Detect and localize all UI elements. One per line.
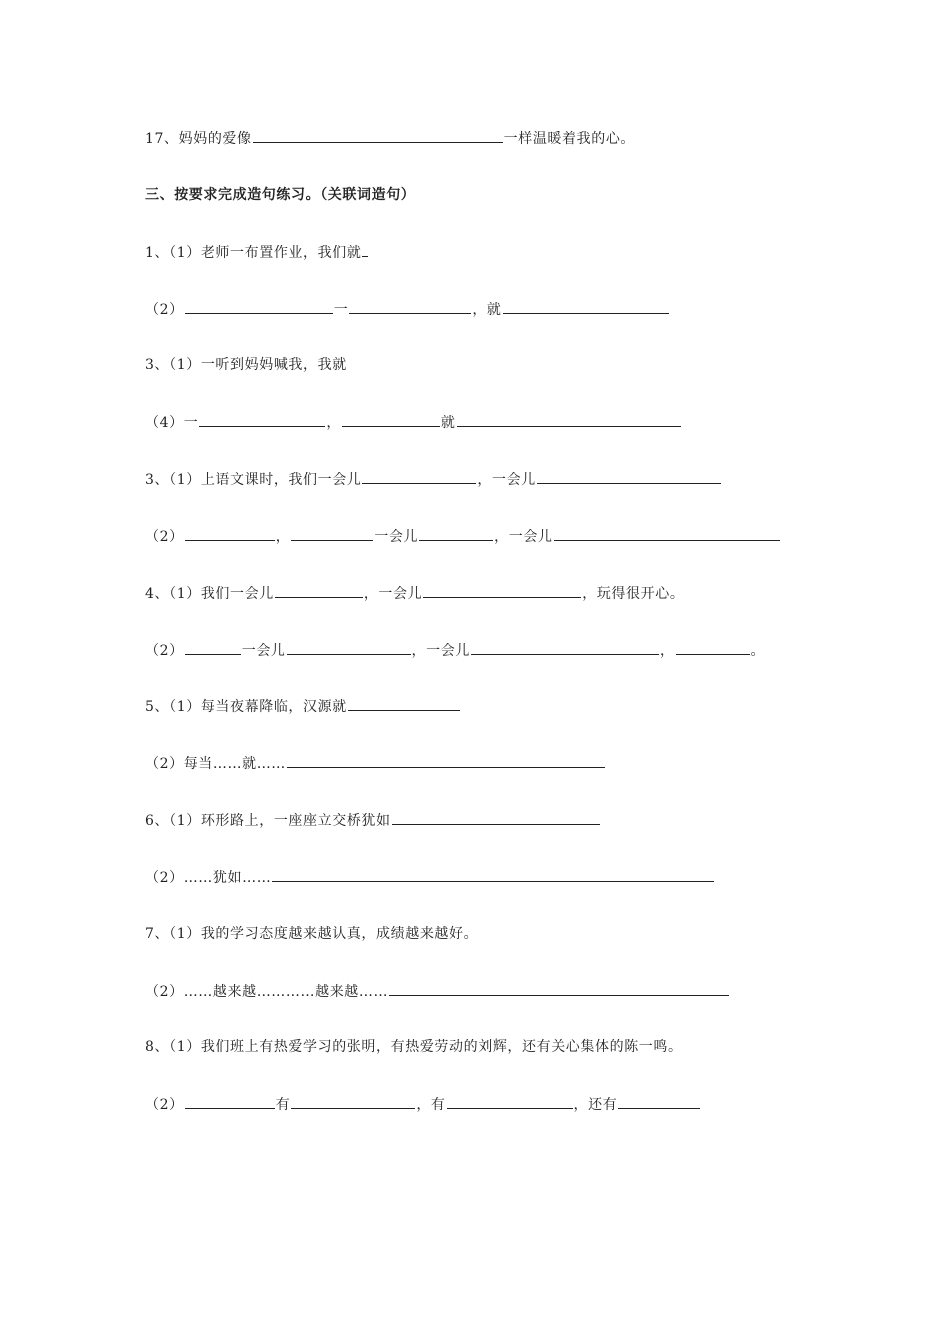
answer-blank[interactable] bbox=[362, 242, 368, 257]
item-1-exercise bbox=[145, 299, 670, 320]
connector-text: ， bbox=[659, 643, 675, 659]
connector-text: ，玩得很开心。 bbox=[582, 586, 685, 602]
connector-text: 一会儿 bbox=[241, 643, 286, 659]
item-label: （2） bbox=[145, 302, 184, 318]
answer-blank[interactable] bbox=[457, 412, 681, 427]
item-label: （2） bbox=[145, 1097, 184, 1113]
item-text: （2）每当……就…… bbox=[145, 756, 286, 772]
answer-blank[interactable] bbox=[362, 469, 476, 484]
item-6-exercise bbox=[145, 867, 715, 888]
q17-suffix: 一样温暖着我的心。 bbox=[503, 131, 636, 147]
answer-blank[interactable] bbox=[199, 412, 325, 427]
item-label: （4）一 bbox=[145, 415, 199, 431]
item-text: 1、（1）老师一布置作业，我们就 bbox=[145, 245, 362, 261]
answer-blank[interactable] bbox=[291, 526, 373, 541]
answer-blank[interactable] bbox=[389, 981, 729, 996]
answer-blank[interactable] bbox=[185, 640, 241, 655]
answer-blank[interactable] bbox=[618, 1094, 700, 1109]
answer-blank[interactable] bbox=[275, 583, 363, 598]
answer-blank[interactable] bbox=[291, 1094, 415, 1109]
answer-blank[interactable] bbox=[185, 299, 333, 314]
item-7-exercise bbox=[145, 981, 730, 1002]
section-3-title: 三、按要求完成造句练习。（关联词造句） bbox=[145, 187, 416, 203]
item-label: （2） bbox=[145, 643, 184, 659]
answer-blank[interactable] bbox=[272, 867, 714, 882]
item-4-exercise bbox=[145, 640, 765, 661]
answer-blank[interactable] bbox=[287, 640, 411, 655]
connector-text: ，一会儿 bbox=[363, 586, 423, 602]
connector-text: ， bbox=[275, 529, 291, 545]
item-3-exercise bbox=[145, 412, 682, 433]
answer-blank[interactable] bbox=[554, 526, 780, 541]
item-text: 4、（1）我们一会儿 bbox=[145, 586, 274, 602]
item-5-sentence bbox=[145, 696, 461, 717]
answer-blank[interactable] bbox=[676, 640, 750, 655]
item-7-sentence: 7、（1）我的学习态度越来越认真，成绩越来越好。 bbox=[145, 926, 479, 942]
connector-text: ，有 bbox=[416, 1097, 446, 1113]
item-text: 5、（1）每当夜幕降临，汉源就 bbox=[145, 699, 347, 715]
connector-text: 有 bbox=[275, 1097, 291, 1113]
answer-blank[interactable] bbox=[348, 696, 460, 711]
connector-text: 。 bbox=[750, 643, 766, 659]
answer-blank[interactable] bbox=[342, 412, 440, 427]
answer-blank[interactable] bbox=[253, 128, 503, 143]
item-8-exercise bbox=[145, 1094, 701, 1115]
connector-text: 就 bbox=[440, 415, 456, 431]
answer-blank[interactable] bbox=[349, 299, 471, 314]
answer-blank[interactable] bbox=[287, 753, 605, 768]
item-8-sentence: 8、（1）我们班上有热爱学习的张明，有热爱劳动的刘辉，还有关心集体的陈一鸣。 bbox=[145, 1039, 683, 1055]
item-3-sentence: 3、（1）一听到妈妈喊我，我就 bbox=[145, 357, 347, 373]
answer-blank[interactable] bbox=[419, 526, 493, 541]
connector-text: ，一会儿 bbox=[494, 529, 553, 545]
answer-blank[interactable] bbox=[503, 299, 669, 314]
answer-blank[interactable] bbox=[185, 1094, 275, 1109]
item-4-sentence bbox=[145, 583, 684, 604]
connector-text: ，就 bbox=[472, 302, 502, 318]
answer-blank[interactable] bbox=[392, 810, 600, 825]
connector-text: ，一会儿 bbox=[477, 472, 536, 488]
item-text: 3、（1）上语文课时，我们一会儿 bbox=[145, 472, 362, 488]
answer-blank[interactable] bbox=[471, 640, 659, 655]
connector-text: ，还有 bbox=[573, 1097, 618, 1113]
answer-blank[interactable] bbox=[423, 583, 581, 598]
item-3b-sentence bbox=[145, 469, 722, 490]
item-text: （2）……犹如…… bbox=[145, 870, 272, 886]
item-text: （2）……越来越…………越来越…… bbox=[145, 984, 389, 1000]
item-5-exercise bbox=[145, 753, 606, 774]
answer-blank[interactable] bbox=[447, 1094, 573, 1109]
answer-blank[interactable] bbox=[185, 526, 275, 541]
answer-blank[interactable] bbox=[537, 469, 721, 484]
item-label: （2） bbox=[145, 529, 184, 545]
item-3b-exercise bbox=[145, 526, 781, 547]
item-text: 6、（1）环形路上，一座座立交桥犹如 bbox=[145, 813, 391, 829]
connector-text: 一 bbox=[333, 302, 349, 318]
connector-text: ， bbox=[326, 415, 341, 431]
q17-prefix: 17、妈妈的爱像 bbox=[145, 131, 252, 147]
item-1-sentence bbox=[145, 242, 369, 263]
item-6-sentence bbox=[145, 810, 601, 831]
connector-text: ，一会儿 bbox=[411, 643, 470, 659]
question-17 bbox=[145, 128, 635, 149]
connector-text: 一会儿 bbox=[374, 529, 419, 545]
